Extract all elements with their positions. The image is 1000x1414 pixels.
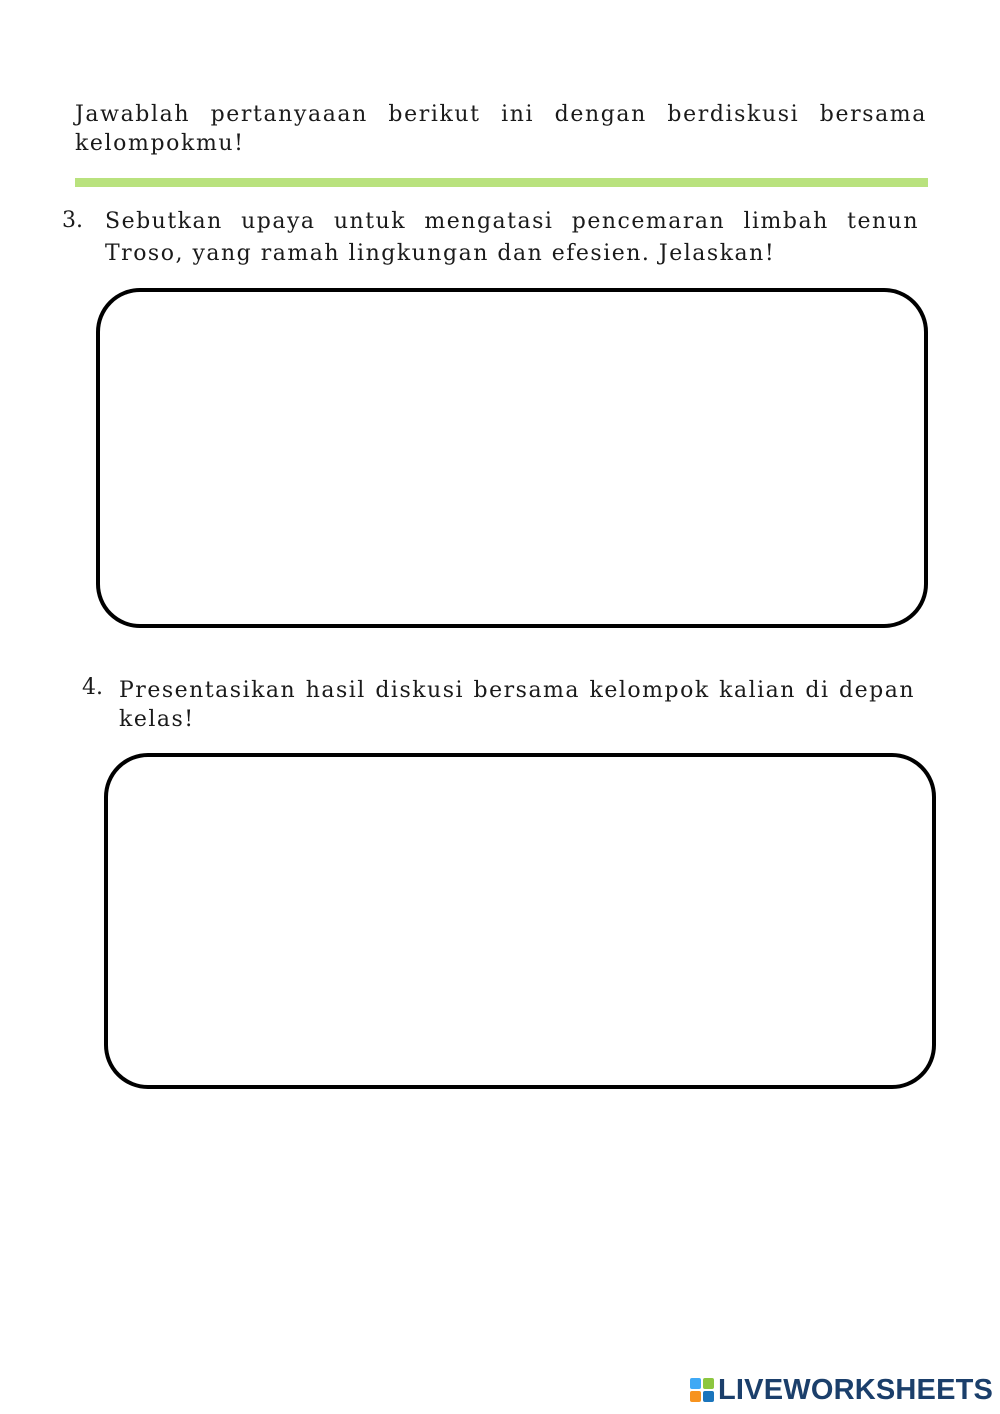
question-4-number: 4. [82, 675, 103, 700]
answer-box-question-4[interactable] [104, 753, 936, 1089]
question-3-text: Sebutkan upaya untuk mengatasi pencemaran limbah tenun Troso, yang ramah lingkungan dan efesien. Jelaskan! [105, 209, 919, 266]
logo-square-e [703, 1391, 714, 1402]
logo-square-v [690, 1391, 701, 1402]
logo-wordmark: LIVEWORKSHEETS [718, 1374, 994, 1406]
answer-box-question-3[interactable] [96, 288, 928, 628]
liveworksheets-logo [690, 1373, 993, 1407]
question-4-text: Presentasikan hasil diskusi bersama kelompok kalian di depan kelas! [119, 678, 915, 732]
question-3-number: 3. [62, 208, 83, 233]
green-divider [75, 178, 928, 187]
instruction-text: Jawablah pertanyaaan berikut ini dengan berdiskusi bersama kelompokmu! [75, 102, 927, 156]
logo-square-i [703, 1378, 714, 1389]
liveworksheets-logo-icon [690, 1378, 714, 1402]
logo-square-l [690, 1378, 701, 1389]
